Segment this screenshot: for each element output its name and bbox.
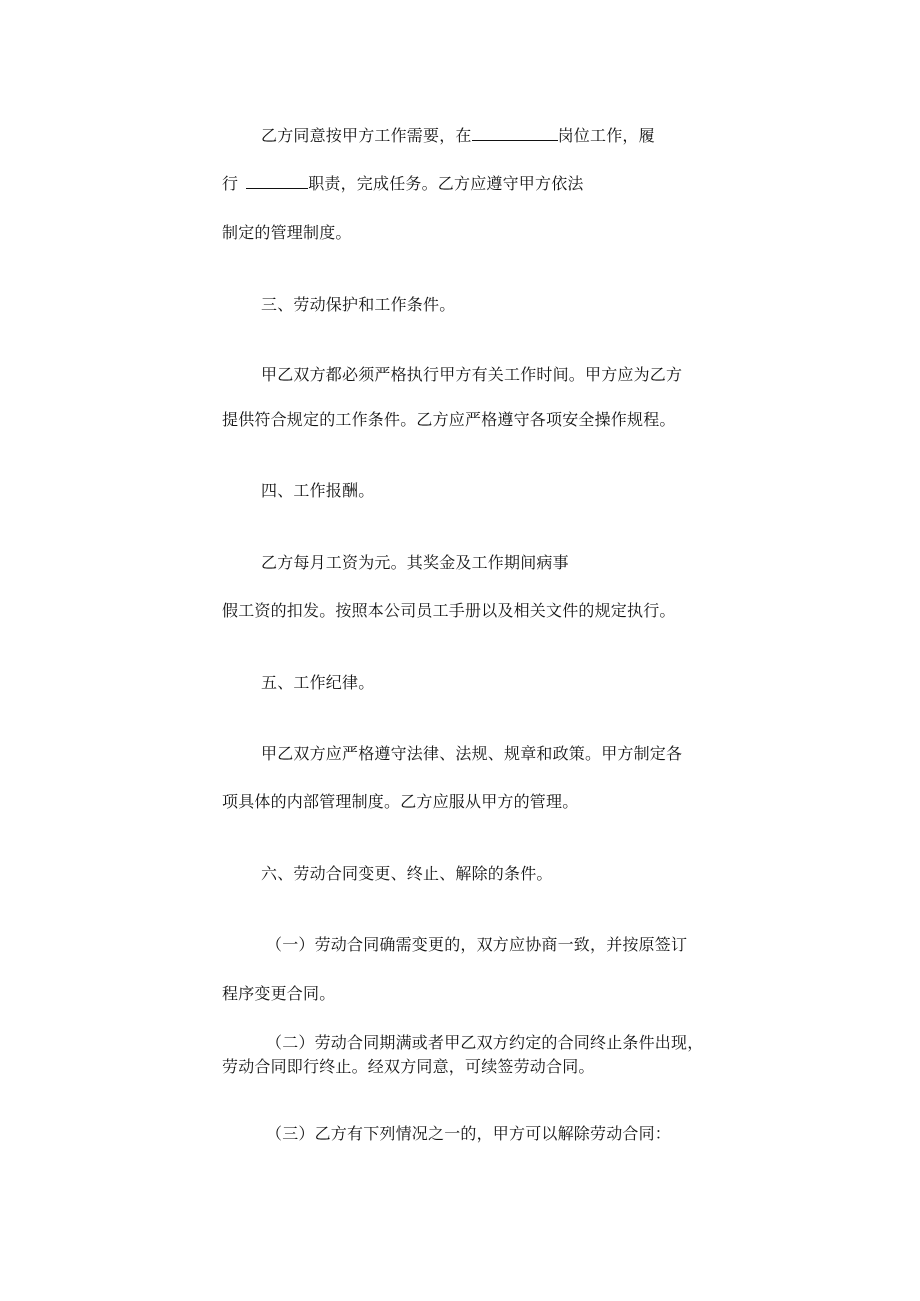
text-segment: 行 (222, 174, 239, 193)
text-segment: 职责，完成任务。乙方应遵守甲方依法 (308, 174, 584, 193)
paragraph-line: （一）劳动合同确需变更的，双方应协商一致，并按原签订 (266, 935, 688, 954)
paragraph-line (222, 174, 584, 194)
paragraph-line: （三）乙方有下列情况之一的，甲方可以解除劳动合同： (266, 1124, 672, 1143)
paragraph-line: （二）劳动合同期满或者甲乙双方约定的合同终止条件出现， (266, 1033, 704, 1052)
paragraph-line: 程序变更合同。 (222, 984, 336, 1003)
paragraph-line: 提供符合规定的工作条件。乙方应严格遵守各项安全操作规程。 (222, 410, 676, 429)
section-heading: 六、劳动合同变更、终止、解除的条件。 (261, 864, 553, 883)
paragraph-line: 制定的管理制度。 (222, 223, 352, 242)
paragraph-line: 乙方每月工资为元。其奖金及工作期间病事 (261, 553, 569, 572)
section-heading: 三、劳动保护和工作条件。 (261, 295, 456, 314)
section-heading: 五、工作纪律。 (261, 673, 375, 692)
paragraph-line: 劳动合同即行终止。经双方同意，可续签劳动合同。 (222, 1057, 595, 1076)
paragraph-line: 甲乙双方都必须严格执行甲方有关工作时间。甲方应为乙方 (261, 365, 683, 384)
blank-field-position[interactable] (472, 126, 558, 141)
text-segment: 乙方同意按甲方工作需要，在 (261, 126, 472, 145)
paragraph-line: 项具体的内部管理制度。乙方应服从甲方的管理。 (222, 792, 579, 811)
section-heading: 四、工作报酬。 (261, 481, 375, 500)
text-segment: 岗位工作，履 (557, 126, 655, 145)
paragraph-line: 假工资的扣发。按照本公司员工手册以及相关文件的规定执行。 (222, 601, 676, 620)
paragraph-line (261, 126, 655, 146)
blank-field-duty[interactable] (246, 174, 308, 189)
paragraph-line: 甲乙双方应严格遵守法律、法规、规章和政策。甲方制定各 (261, 744, 683, 763)
